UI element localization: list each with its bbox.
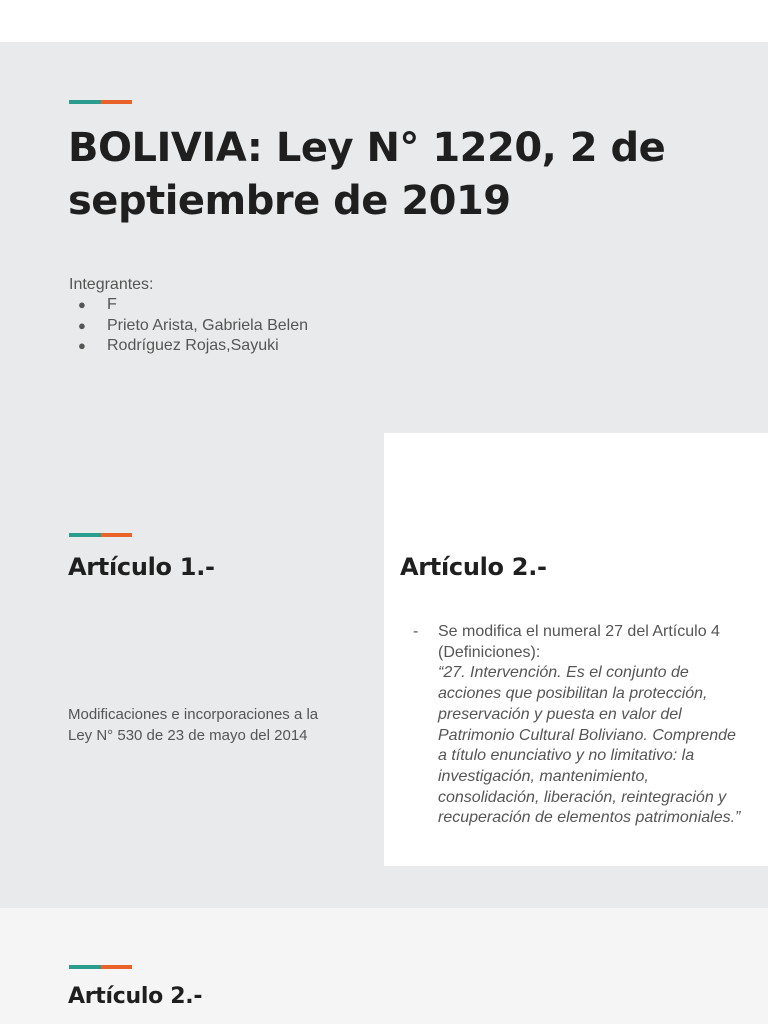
article-1-heading: Artículo 1.- <box>68 553 215 581</box>
accent-orange <box>101 533 132 537</box>
article-1-description: Modificaciones e incorporaciones a la Ley N° 530 de 23 de mayo del 2014 <box>68 706 319 744</box>
article-2-content <box>413 622 748 829</box>
accent-bar <box>69 965 132 969</box>
list-dash: - <box>413 623 419 640</box>
left-panel <box>0 433 384 908</box>
members-label: Integrantes: <box>69 276 154 293</box>
accent-teal <box>69 965 101 969</box>
bullet-icon: ● <box>78 338 86 353</box>
slide-title: BOLIVIA: Ley N° 1220, 2 de septiembre de 2019 <box>68 125 666 224</box>
accent-bar <box>69 533 132 537</box>
member-name: Prieto Arista, Gabriela Belen <box>107 316 308 334</box>
member-item <box>69 295 308 316</box>
title-slide <box>0 42 768 433</box>
member-item <box>69 336 308 357</box>
member-name: F <box>107 296 117 313</box>
accent-orange <box>101 965 132 969</box>
next-slide <box>0 908 768 1024</box>
article-2-quote: “27. Intervención. Es el conjunto de acciones que posibilitan la protección, preservación y puesta en valor del Patrimonio Cultural Boliviano. Comprende a título enunciativo y no limitativo: la investigación, mantenimiento, consolidación, liberación, reintegración y recuperación de elementos patrimoniales.” <box>438 664 741 827</box>
accent-teal <box>69 100 101 104</box>
article-2-intro: Se modifica el numeral 27 del Artículo 4 (Definiciones): <box>438 623 720 661</box>
articles-slide <box>0 433 768 908</box>
accent-orange <box>101 100 132 104</box>
accent-teal <box>69 533 101 537</box>
members-block <box>69 275 308 357</box>
article-2-heading: Artículo 2.- <box>400 553 547 581</box>
member-item <box>69 316 308 337</box>
article-2-body <box>438 622 748 829</box>
accent-bar <box>69 100 132 104</box>
article-2-heading-next: Artículo 2.- <box>68 984 203 1009</box>
bullet-icon: ● <box>78 317 86 333</box>
members-list <box>69 295 308 357</box>
member-name: Rodríguez Rojas,Sayuki <box>107 337 279 354</box>
bullet-icon: ● <box>78 297 86 312</box>
